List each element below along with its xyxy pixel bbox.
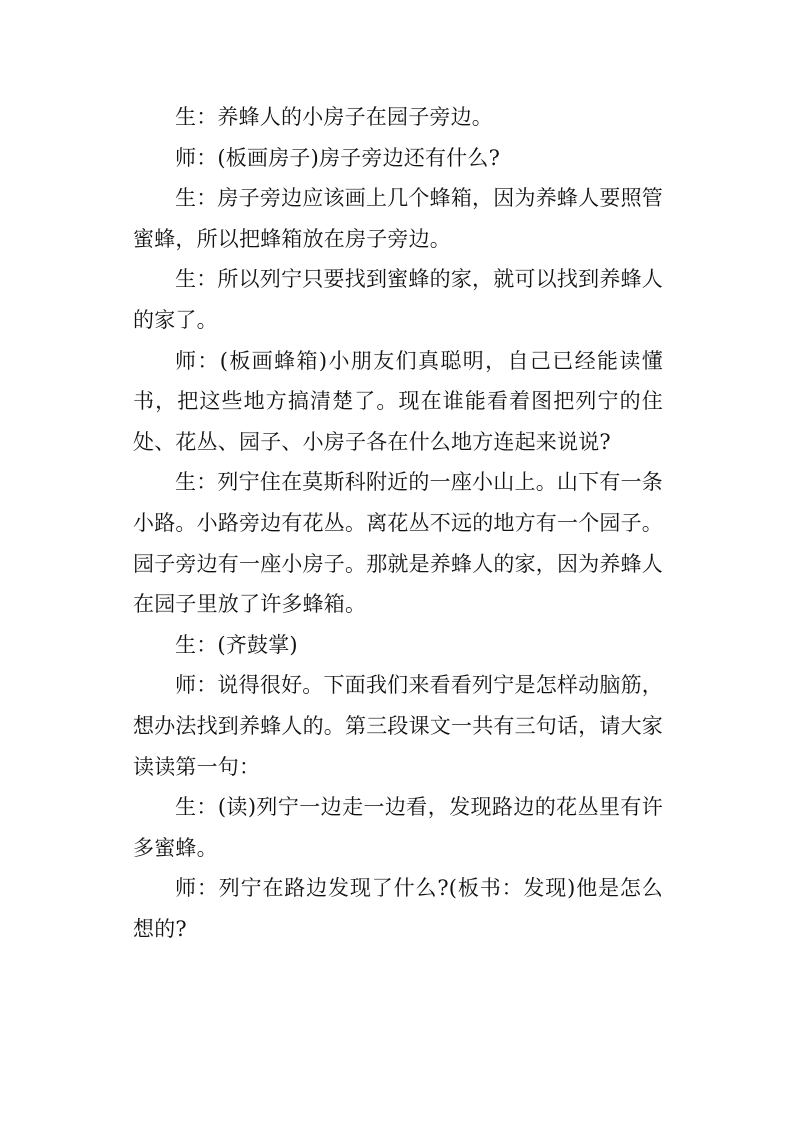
paragraph-2: 师：(板画房子)房子旁边还有什么?	[175, 145, 501, 170]
paragraph-1: 生：养蜂人的小房子在园子旁边。	[175, 105, 493, 129]
paragraph-10: 师：列宁在路边发现了什么?(板书：发现)他是怎么想的?	[133, 876, 663, 941]
paragraph-8: 师：说得很好。下面我们来看看列宁是怎样动脑筋，想办法找到养蜂人的。第三段课文一共有三句话，请大家读读第一句：	[133, 673, 663, 779]
paragraph-6: 生：列宁住在莫斯科附近的一座小山上。山下有一条小路。小路旁边有花丛。离花丛不远的地方有一个园子。园子旁边有一座小房子。那就是养蜂人的家，因为养蜂人在园子里放了许多蜂箱。	[133, 470, 663, 617]
paragraph-7: 生：(齐鼓掌)	[175, 632, 298, 657]
paragraph-9: 生：(读)列宁一边走一边看，发现路边的花丛里有许多蜜蜂。	[133, 795, 663, 860]
paragraph-3: 生：房子旁边应该画上几个蜂箱，因为养蜂人要照管蜜蜂，所以把蜂箱放在房子旁边。	[133, 186, 663, 251]
document-body	[133, 97, 663, 949]
paragraph-4: 生：所以列宁只要找到蜜蜂的家，就可以找到养蜂人的家了。	[133, 267, 663, 332]
paragraph-5: 师：(板画蜂箱)小朋友们真聪明，自己已经能读懂书，把这些地方搞清楚了。现在谁能看着图把列宁的住处、花丛、园子、小房子各在什么地方连起来说说?	[133, 348, 663, 454]
